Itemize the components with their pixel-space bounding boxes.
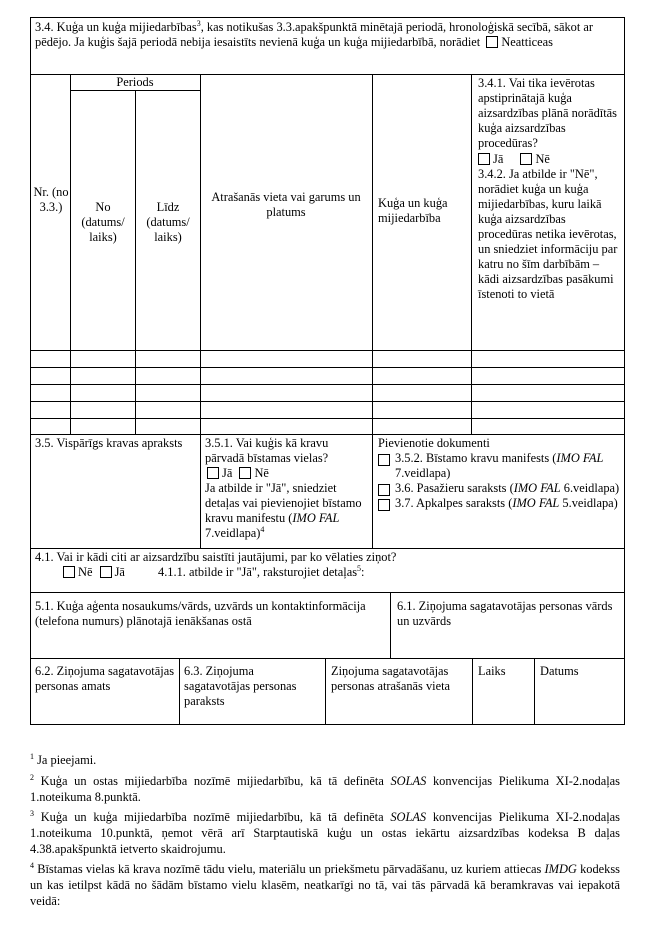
section-3-4-text-b: , kas notikušas 3.3.apakšpunktā minētajā periodā, hronoloģiskā secībā, sākot ar pēdējo. Ja kuģis šajā periodā nebija iesaistīts nevienā kuģa un kuģa mijiedarbībā, norādiet <box>35 20 594 49</box>
footnote-2 <box>30 773 620 805</box>
doc-dangerous-manifest-imo: IMO FAL <box>556 451 604 465</box>
doc-crew-list-imo: IMO FAL <box>512 496 560 510</box>
dangerous-detail-imo: IMO FAL <box>292 511 340 525</box>
procedures-yes-label: Jā <box>493 152 504 166</box>
section-6-1-label: 6.1. Ziņojuma sagatavotājas personas vārds un uzvārds <box>397 599 613 628</box>
doc-dangerous-manifest-label: 3.5.2. Bīstamo kravu manifests ( <box>395 451 557 465</box>
doc-item-passenger-list <box>378 481 622 496</box>
dangerous-options <box>205 466 370 481</box>
col-header-location: Atrašanās vieta vai garums un platums <box>211 190 361 219</box>
other-issues-yes-label: Jā <box>114 565 125 579</box>
section-3-4-text-a: 3.4. Kuģa un kuģa mijiedarbības <box>35 20 197 34</box>
footnote-3-text-b: konvencijas Pielikuma XI-2.nodaļas 1.noteikuma 10.punktā, ņemot vērā arī Starptautiskā kuģu un ostas iekārtu aizsardzības kodeksa B daļas 4.38.apakšpunktā ietverto skaidrojumu. <box>30 810 620 856</box>
dangerous-no-label: Nē <box>254 466 269 480</box>
date-label: Datums <box>540 664 579 678</box>
question-4-1: 4.1. Vai ir kādi citi ar aizsardzību saistīti jautājumi, par ko vēlaties ziņot? <box>35 550 397 564</box>
col-header-procedures <box>478 76 620 302</box>
doc-crew-list-checkbox[interactable] <box>378 499 390 511</box>
footnote-4-text-b: kodekss un kas ietilpst kādā no šādām bīstamo vielu klasēm, neatkarīgi no tā, vai tās pārvadā kā beramkravas vai iepakotā veidā: <box>30 862 620 908</box>
footnote-3 <box>30 809 620 857</box>
dangerous-detail <box>205 481 370 541</box>
dangerous-no-checkbox[interactable] <box>239 467 251 479</box>
procedures-yes-checkbox[interactable] <box>478 153 490 165</box>
question-3-4-1: 3.4.1. Vai tika ievērotas apstiprinātajā kuģa aizsardzības plānā norādītās kuģa aizsardzības procedūras? <box>478 76 617 150</box>
section-6-2-label: 6.2. Ziņojuma sagatavotājas personas amats <box>35 664 175 693</box>
procedures-options <box>478 152 620 167</box>
doc-crew-list-label: 3.7. Apkalpes saraksts ( <box>395 496 513 510</box>
footnote-2-text-a: Kuģa un ostas mijiedarbība nozīmē mijiedarbību, kā tā definēta <box>34 774 391 788</box>
footnote-ref-3: 3 <box>196 18 201 28</box>
procedures-no-label: Nē <box>535 152 550 166</box>
section-3-5-1 <box>205 436 370 541</box>
doc-dangerous-manifest-checkbox[interactable] <box>378 454 390 466</box>
footnote-4-imdg: IMDG <box>544 862 577 876</box>
none-checkbox-label: Neatticeas <box>501 35 553 49</box>
attached-documents-title: Pievienotie dokumenti <box>378 436 490 450</box>
section-6-4-label: Ziņojuma sagatavotājas personas atrašanās vieta <box>331 664 451 693</box>
footnote-1 <box>30 752 620 768</box>
section-6-3-label: 6.3. Ziņojuma sagatavotājas personas paraksts <box>184 664 297 708</box>
section-3-5-label: 3.5. Vispārīgs kravas apraksts <box>35 436 183 450</box>
question-4-1-1 <box>158 565 364 579</box>
question-3-5-1: 3.5.1. Vai kuģis kā kravu pārvadā bīstamas vielas? <box>205 436 329 465</box>
doc-item-crew-list <box>378 496 622 511</box>
section-3-4-header <box>35 20 620 50</box>
section-4-1 <box>35 550 620 580</box>
doc-item-dangerous-manifest <box>378 451 622 481</box>
footnote-4-number: 4 <box>30 860 34 870</box>
col-header-lidz: Līdz (datums/ laiks) <box>146 200 190 244</box>
footnote-2-text-b: konvencijas Pielikuma XI-2.nodaļas 1.noteikuma 8.punktā. <box>30 774 620 804</box>
other-issues-options <box>35 565 620 580</box>
doc-crew-list-form: 5.veidlapa) <box>559 496 618 510</box>
footnote-ref-4: 4 <box>260 524 265 534</box>
time-label: Laiks <box>478 664 506 678</box>
question-4-1-1-text: 4.1.1. atbilde ir "Jā", raksturojiet detaļas <box>158 565 358 579</box>
col-header-periods: Periods <box>116 75 154 89</box>
section-5-1-label: 5.1. Kuģa aģenta nosaukums/vārds, uzvārds un kontaktinformācija (telefona numurs) plānotajā ienākšanas ostā <box>35 599 366 628</box>
footnote-3-text-a: Kuģa un kuģa mijiedarbība nozīmē mijiedarbību, kā tā definēta <box>34 810 391 824</box>
doc-passenger-list-imo: IMO FAL <box>513 481 561 495</box>
footnote-4 <box>30 861 620 909</box>
attached-documents <box>378 436 622 511</box>
footnote-1-number: 1 <box>30 751 34 761</box>
footnote-2-number: 2 <box>30 772 34 782</box>
footnote-4-text-a: Bīstamas vielas kā krava nozīmē tādu vielu, materiālu un priekšmetu pārvadāšanu, uz kuriem attiecas <box>34 862 545 876</box>
doc-passenger-list-label: 3.6. Pasažieru saraksts ( <box>395 481 514 495</box>
footnote-3-solas: SOLAS <box>390 810 427 824</box>
col-header-interaction: Kuģa un kuģa mijiedarbība <box>378 196 448 225</box>
question-4-1-1-colon: : <box>361 565 365 579</box>
col-header-nr: Nr. (no 3.3.) <box>33 185 69 214</box>
procedures-no-checkbox[interactable] <box>520 153 532 165</box>
dangerous-detail-text: Ja atbilde ir "Jā", sniedziet detaļas vai pievienojiet bīstamo kravu manifestu ( <box>205 481 362 525</box>
other-issues-no-label: Nē <box>78 565 93 579</box>
doc-dangerous-manifest-form: 7.veidlapa) <box>395 466 451 480</box>
footnote-2-solas: SOLAS <box>390 774 427 788</box>
col-header-no: No (datums/ laiks) <box>81 200 125 244</box>
dangerous-yes-label: Jā <box>222 466 233 480</box>
none-checkbox[interactable] <box>486 36 498 48</box>
footnote-3-number: 3 <box>30 808 34 818</box>
footnote-1-text: Ja pieejami. <box>34 753 97 767</box>
doc-passenger-list-form: 6.veidlapa) <box>560 481 620 495</box>
doc-passenger-list-checkbox[interactable] <box>378 484 390 496</box>
footnote-ref-5: 5 <box>357 563 362 573</box>
dangerous-detail-text-b: 7.veidlapa) <box>205 526 261 540</box>
other-issues-yes-checkbox[interactable] <box>100 566 112 578</box>
dangerous-yes-checkbox[interactable] <box>207 467 219 479</box>
question-3-4-2: 3.4.2. Ja atbilde ir "Nē", norādiet kuģa un kuģa mijiedarbības, kuru laikā kuģa aizsardzības procedūras netika ievērotas, un sniedziet informāciju par katru no šīm darbībām – kādi aizsardzības pasākumi īstenoti to vietā <box>478 167 618 301</box>
other-issues-no-checkbox[interactable] <box>63 566 75 578</box>
